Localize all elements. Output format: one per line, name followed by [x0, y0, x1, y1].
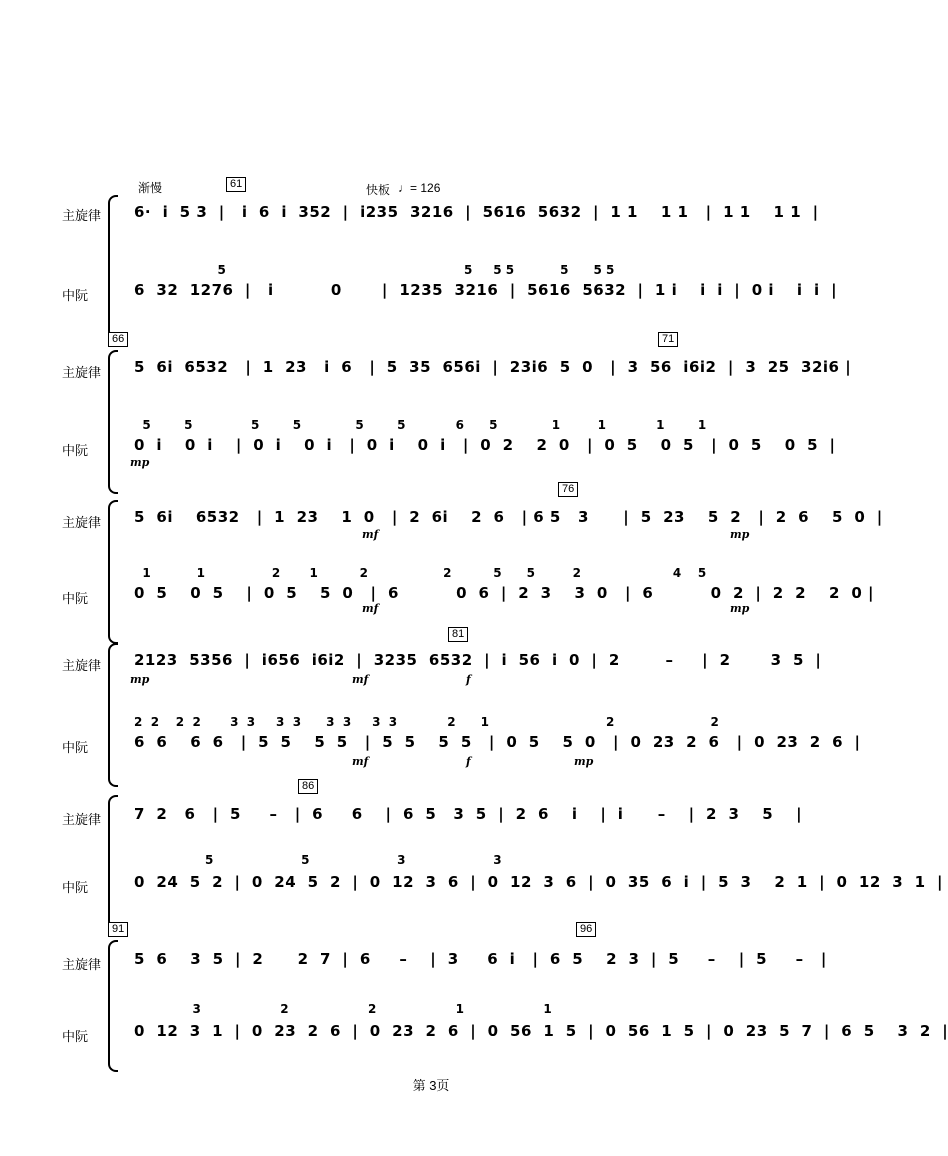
instrument-label-zhongruan: 中阮 — [62, 443, 89, 458]
dynamic-marking: mf — [352, 755, 369, 768]
instrument-label-zhongruan: 中阮 — [62, 880, 89, 895]
dynamic-marking: mf — [362, 602, 379, 615]
zhongruan-line: 0 i 0 i | 0 i 0 i | 0 i 0 i | 0 2 2 0 | 0 5 0 5 | 0 5 0 5 | — [134, 436, 836, 454]
staff-brace — [108, 795, 118, 929]
zhongruan-upper-notes: 3 2 2 1 1 — [134, 1002, 552, 1016]
measure-number: 66 — [108, 332, 128, 347]
zhongruan-line: 6 6 6 6 | 5 5 5 5 | 5 5 5 5 | 0 5 5 0 | 0 23 2 6 | 0 23 2 6 | — [134, 733, 861, 751]
measure-number: 81 — [448, 627, 468, 642]
measure-number: 86 — [298, 779, 318, 794]
zhongruan-upper-notes: 5 5 3 3 — [134, 853, 502, 867]
melody-line: 5 6i 6532 | 1 23 1 0 | 2 6i 2 6 | 6 5 3 | 5 23 5 2 | 2 6 5 0 | — [134, 508, 883, 526]
instrument-label-melody: 主旋律 — [62, 208, 102, 223]
dynamic-marking: mp — [130, 673, 150, 686]
dynamic-marking: mp — [574, 755, 594, 768]
page-number: 第 3页 — [412, 1078, 450, 1093]
measure-number: 71 — [658, 332, 678, 347]
measure-number: 96 — [576, 922, 596, 937]
instrument-label-zhongruan: 中阮 — [62, 591, 89, 606]
staff-brace — [108, 195, 118, 339]
staff-brace — [108, 350, 118, 494]
zhongruan-line: 0 5 0 5 | 0 5 5 0 | 6 0 6 | 2 3 3 0 | 6 0 2 | 2 2 2 0 | — [134, 584, 874, 602]
dynamic-marking: mf — [362, 528, 379, 541]
instrument-label-melody: 主旋律 — [62, 365, 102, 380]
melody-line: 6· i 5 3 | i 6 i 352 | i235 3216 | 5616 5632 | 1 1 1 1 | 1 1 1 1 | — [134, 203, 819, 221]
zhongruan-upper-notes: 5 5 5 5 5 5 6 5 1 1 1 1 — [134, 418, 707, 432]
zhongruan-upper-notes: 5 5 5 5 5 5 5 — [134, 263, 615, 277]
instrument-label-zhongruan: 中阮 — [62, 1029, 89, 1044]
instrument-label-melody: 主旋律 — [62, 515, 102, 530]
zhongruan-upper-notes: 1 1 2 1 2 2 5 5 2 4 5 — [134, 566, 707, 580]
measure-number: 61 — [226, 177, 246, 192]
zhongruan-upper-notes: 2 2 2 2 3 3 3 3 3 3 3 3 2 1 2 2 — [134, 715, 719, 729]
staff-brace — [108, 643, 118, 787]
dynamic-marking: mp — [730, 602, 750, 615]
dynamic-marking: mp — [730, 528, 750, 541]
dynamic-marking: mf — [352, 673, 369, 686]
dynamic-marking: f — [466, 755, 471, 768]
tempo-text-rit: 渐慢 — [138, 181, 163, 195]
tempo-marking: ♩= 126 — [398, 181, 441, 195]
instrument-label-melody: 主旋律 — [62, 812, 102, 827]
melody-line: 7 2 6 | 5 – | 6 6 | 6 5 3 5 | 2 6 i | i – | 2 3 5 | — [134, 805, 803, 823]
staff-brace — [108, 500, 118, 644]
melody-line: 5 6 3 5 | 2 2 7 | 6 – | 3 6 i | 6 5 2 3 | 5 – | 5 – | — [134, 950, 827, 968]
melody-line: 2123 5356 | i656 i6i2 | 3235 6532 | i 56 i 0 | 2 – | 2 3 5 | — [134, 651, 822, 669]
staff-brace — [108, 940, 118, 1072]
dynamic-marking: mp — [130, 456, 150, 469]
dynamic-marking: f — [466, 673, 471, 686]
zhongruan-line: 6 32 1276 | i 0 | 1235 3216 | 5616 5632 | 1 i i i | 0 i i i | — [134, 281, 838, 299]
instrument-label-melody: 主旋律 — [62, 658, 102, 673]
tempo-text-fast: 快板 — [366, 183, 391, 197]
zhongruan-line: 0 24 5 2 | 0 24 5 2 | 0 12 3 6 | 0 12 3 6 | 0 35 6 i | 5 3 2 1 | 0 12 3 1 | — [134, 873, 943, 891]
measure-number: 91 — [108, 922, 128, 937]
melody-line: 5 6i 6532 | 1 23 i 6 | 5 35 656i | 23i6 5 0 | 3 56 i6i2 | 3 25 32i6 | — [134, 358, 852, 376]
instrument-label-zhongruan: 中阮 — [62, 288, 89, 303]
instrument-label-zhongruan: 中阮 — [62, 740, 89, 755]
measure-number: 76 — [558, 482, 578, 497]
zhongruan-line: 0 12 3 1 | 0 23 2 6 | 0 23 2 6 | 0 56 1 5 | 0 56 1 5 | 0 23 5 7 | 6 5 3 2 | — [134, 1022, 948, 1040]
instrument-label-melody: 主旋律 — [62, 957, 102, 972]
